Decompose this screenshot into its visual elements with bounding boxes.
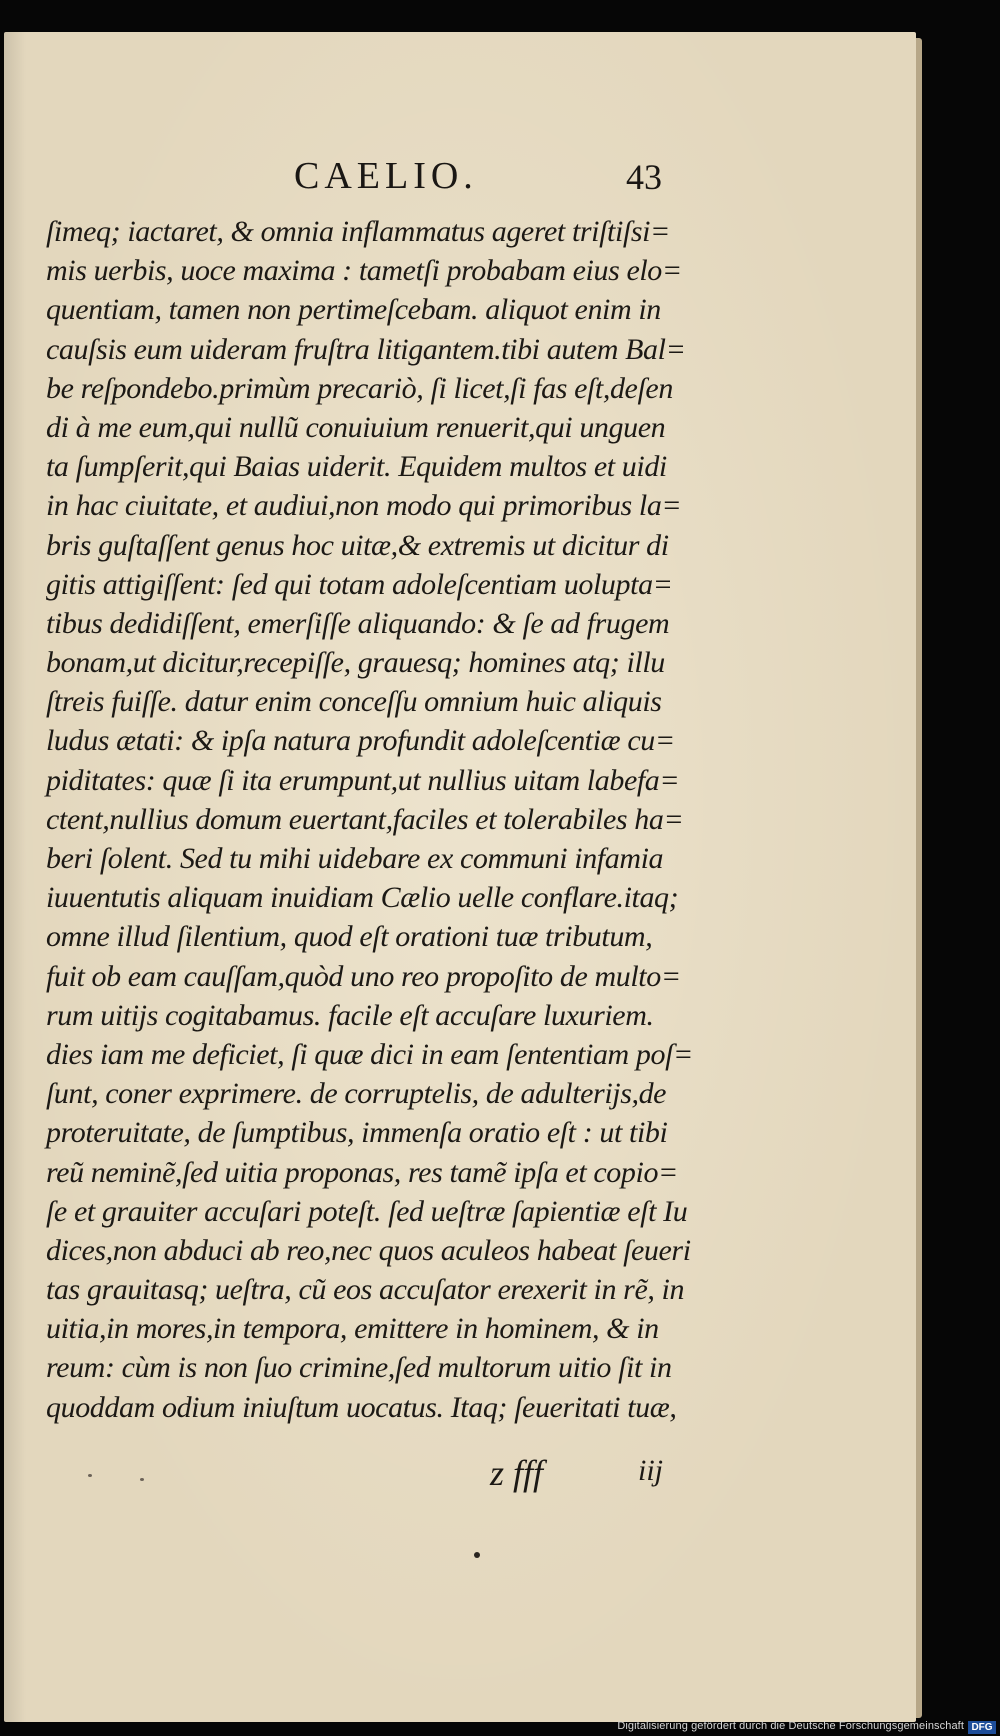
body-text: [46, 212, 726, 1427]
text-line: ſtreis fuiſſe. datur enim conceſſu omnium huic aliquis: [46, 685, 662, 719]
text-line: ſe et grauiter accuſari poteſt. ſed ueſtræ ſapientiæ eſt Iu: [46, 1194, 688, 1228]
text-line: beri ſolent. Sed tu mihi uidebare ex communi infamia: [46, 842, 664, 875]
text-line: ctent,nullius domum euertant,faciles et tolerabiles ha=: [46, 802, 684, 836]
text-line: reũ neminẽ,ſed uitia proponas, res tamẽ ipſa et copio=: [46, 1155, 678, 1189]
text-line: rum uitijs cogitabamus. facile eſt accuſare luxuriem.: [46, 998, 654, 1032]
text-line: be reſpondebo.primùm precariò, ſi licet,ſi fas eſt,deſen: [46, 371, 673, 405]
running-head: [4, 154, 916, 214]
text-line: dies iam me deficiet, ſi quæ dici in eam ſententiam poſ=: [46, 1037, 693, 1071]
text-line: iuuentutis aliquam inuidiam Cælio uelle conflare.itaq;: [46, 881, 679, 915]
text-line: bris guſtaſſent genus hoc uitæ,& extremis ut dicitur di: [46, 528, 669, 562]
text-line: ludus ætati: & ipſa natura profundit adoleſcentiæ cu=: [46, 724, 675, 758]
ink-speck: [88, 1474, 92, 1477]
text-line: quoddam odium iniuſtum uocatus. Itaq; ſeueritati tuæ,: [46, 1390, 677, 1424]
page-number: 43: [626, 157, 662, 197]
running-head-title: CAELIO.: [294, 155, 478, 197]
signature-mark: z fff: [490, 1453, 544, 1493]
text-line: uitia,in mores,in tempora, emittere in hominem, & in: [46, 1312, 659, 1346]
text-line: in hac ciuitate, et audiui,non modo qui primoribus la=: [46, 489, 682, 523]
text-line: reum: cùm is non ſuo crimine,ſed multorum uitio ſit in: [46, 1351, 672, 1385]
text-line: fuit ob eam cauſſam,quòd uno reo propoſito de multo=: [46, 959, 681, 993]
text-line: tas grauitasq; ueſtra, cũ eos accuſator erexerit in rẽ, in: [46, 1273, 685, 1307]
signature-line: [4, 1452, 916, 1502]
text-line: piditates: quæ ſi ita erumpunt,ut nullius uitam labefa=: [46, 763, 680, 797]
text-line: cauſsis eum uideram fruſtra litigantem.tibi autem Bal=: [46, 332, 686, 366]
text-line: gitis attigiſſent: ſed qui totam adoleſcentiam uolupta=: [46, 567, 673, 601]
text-line: ſimeq; iactaret, & omnia inflammatus ageret triſtiſsi=: [46, 215, 670, 248]
text-line: dices,non abduci ab reo,nec quos aculeos habeat ſeueri: [46, 1233, 691, 1267]
dfg-logo: DFG: [968, 1721, 996, 1734]
digitization-credit: Digitalisierung gefördert durch die Deutsche Forschungsgemeinschaft: [617, 1720, 964, 1732]
text-line: bonam,ut dicitur,recepiſſe, grauesq; homines atq; illu: [46, 646, 665, 680]
text-line: ſunt, coner exprimere. de corruptelis, de adulterijs,de: [46, 1077, 667, 1111]
text-line: proteruitate, de ſumptibus, immenſa oratio eſt : ut tibi: [46, 1116, 668, 1150]
ink-speck: [140, 1478, 144, 1481]
text-line: tibus dedidiſſent, emerſiſſe aliquando: & ſe ad frugem: [46, 606, 670, 640]
signature-count: iij: [638, 1454, 664, 1487]
text-line: ta ſumpſerit,qui Baias uiderit. Equidem multos et uidi: [46, 450, 667, 484]
page-edge: [916, 38, 922, 1718]
text-line: omne illud ſilentium, quod eſt orationi tuæ tributum,: [46, 920, 653, 954]
book-page: [4, 32, 916, 1722]
text-line: di à me eum,qui nullũ conuiuium renuerit,qui unguen: [46, 410, 666, 444]
ink-speck: [474, 1552, 480, 1558]
text-line: mis uerbis, uoce maxima : tametſi probabam eius elo=: [46, 254, 682, 288]
text-line: quentiam, tamen non pertimeſcebam. aliquot enim in: [46, 293, 661, 327]
